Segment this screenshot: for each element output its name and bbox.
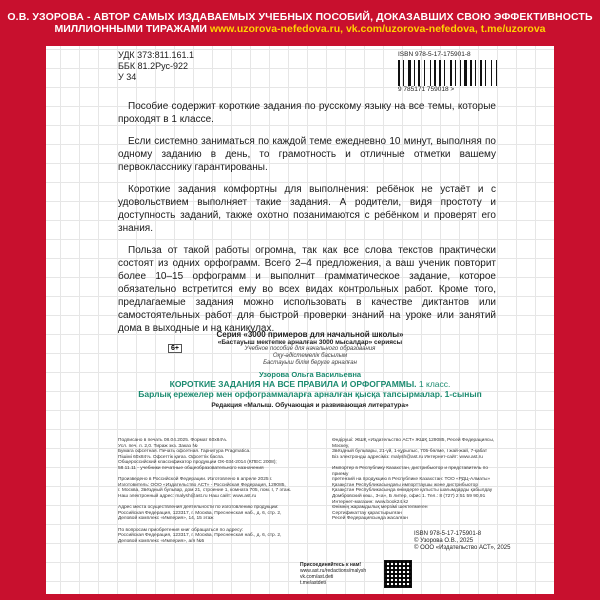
paragraph-4: Польза от такой работы огромна, так как все слова текстов практически состоят из одних орфограмм. Всего 2–4 предложения, а ваш ученик повторит более 10–15 орфограмм и выполнит грамматическое задание, которое обязательно встретится ему во всех видах контрольных работ. Кроме того, предлагаемые задания можно использовать в качестве диктантов или самостоятельных работ для быстрой проверки знаний на уроке или занятий дома в выходные и на каникулах.	[118, 245, 496, 334]
fine-print-line: Импортер в Республику Казахстан, дистрибьютор и представитель по приему	[332, 465, 489, 477]
social-links	[300, 562, 380, 586]
banner-line-2-prefix: МИЛЛИОННЫМИ ТИРАЖАМИ	[54, 23, 207, 35]
fine-print-line: Изготовитель: ООО «Издательство АСТ» - Российская Федерация, 129085,	[118, 482, 286, 488]
barcode-number: 9 785171 759018 >	[398, 86, 455, 93]
barcode-bar	[480, 60, 482, 86]
top-banner	[0, 0, 600, 46]
barcode-bar	[418, 60, 420, 86]
barcode-bar	[424, 60, 425, 86]
book-title-grade: 1 класс.	[418, 379, 451, 389]
book-title	[118, 379, 502, 389]
barcode-bar	[398, 60, 400, 86]
barcode-bar	[485, 60, 486, 86]
description-text	[118, 100, 496, 344]
author-code: У 34	[118, 72, 137, 82]
copyright-publisher: © ООО «Издательство АСТ», 2025	[414, 545, 511, 551]
fine-print-line: претензий на продукцию в Республике Казахстан: ТОО «РДЦ-Алматы»	[332, 477, 491, 483]
paragraph-3: Короткие задания комфортны для выполнения: ребёнок не устаёт и с удовольствием выполняет такие задания. А родители, видя простоту и доступность заданий, также охотно позанимаются с ребёнком и проверят его знания.	[118, 184, 496, 234]
bbk-code: ББК 81.2Рус-922	[118, 61, 188, 71]
link-vk[interactable]: vk.com/ast.deti	[300, 574, 334, 580]
series-title-kz: «Бастауыш мектепке арналған 3000 мысалдар» сериясы	[217, 339, 403, 346]
barcode-bar	[450, 60, 452, 86]
left-border	[0, 46, 46, 600]
fine-print-line: Российская Федерация, 123317, г. Москва, Пресненская наб., д. 6, стр. 2,	[118, 533, 282, 539]
right-border	[554, 46, 600, 600]
qr-code-icon[interactable]	[384, 560, 412, 588]
author-name: Узорова Ольга Васильевна	[258, 370, 362, 379]
book-title-main: КОРОТКИЕ ЗАДАНИЯ НА ВСЕ ПРАВИЛА И ОРФОГРАММЫ.	[169, 379, 417, 389]
barcode-bar	[444, 60, 445, 86]
fine-print-line: Интернет-магазин: www.book24.kz	[332, 499, 409, 505]
fine-print-line: Қазақстан Республикасында өнімдерге қатысты шағымдарды қабылдау	[332, 488, 493, 494]
isbn-copyright	[414, 531, 510, 552]
barcode-bar	[460, 60, 461, 86]
fine-print-left	[118, 438, 298, 544]
purpose: Учебное пособие для начального образования	[244, 346, 376, 352]
redaction: Редакция «Малыш. Обучающая и развивающая литература»	[211, 402, 409, 409]
fine-print-line: 58.11.11 - учебники печатные общеобразовательного назначения	[118, 465, 264, 471]
age-rating: 6+	[168, 344, 182, 353]
barcode	[398, 60, 500, 86]
link-site[interactable]: www.ast.ru/redactions/malysh	[300, 568, 367, 574]
fine-print-line: Біз электронды адресіміз: malysh@ast.ru Интернет-сайт: www.ast.ru	[332, 454, 483, 460]
link-tg[interactable]: t.me/astdeti	[300, 580, 326, 586]
fine-print-line: Өндіруші: ЖШҚ «Издательство АСТ» ЖШҚ 129085, Ресей Федерациясы, Мәскеу,	[332, 438, 495, 449]
fine-print-line: Қазақстан Республикасындағы импорттаушы және дистрибьютор	[332, 482, 478, 488]
fine-print-right	[332, 438, 502, 522]
fine-print-line: г. Москва, Звёздный бульвар, дом 21, строение 1, комната 705, пом. I, 7 этаж.	[118, 488, 292, 494]
fine-print-line: Адрес места осуществления деятельности по изготовлению продукции:	[118, 505, 279, 511]
fine-print-line: Пішімі 60х84⅛. Офсеттік қағаз. Офсеттік баспа.	[118, 454, 225, 460]
barcode-bar	[496, 60, 497, 86]
fine-print-line: Өнімнің жарамдылық мерзімі шектелмеген	[332, 505, 428, 511]
barcode-bar	[430, 60, 431, 86]
fine-print-line: Деловой комплекс «Империя», 14, 15 этаж	[118, 516, 214, 522]
fine-print-line: По вопросам приобретения книг обращаться по адресу:	[118, 527, 244, 533]
udk-code: УДК 373:811.161.1	[118, 50, 195, 60]
fine-print-line: Ресей Федерациясында жасалған	[332, 516, 408, 522]
paragraph-2: Если системно заниматься по каждой теме ежедневно 10 минут, выполняя по одному заданию в день, то грамотность и отличные отметки вашему первокласснику гарантированы.	[118, 136, 496, 173]
fine-print-line: Сертификаттау қарастырылған	[332, 510, 402, 516]
barcode-bar	[475, 60, 476, 86]
bottom-border	[46, 594, 554, 600]
links-header: Присоединяйтесь к нам!	[300, 562, 362, 568]
fine-print-line: Подписано в печать 08.04.2025. Формат 60х84⅛.	[118, 438, 228, 443]
barcode-bar	[403, 60, 404, 86]
book-title-kz: Барлық ережелер мен орфограммаларға арналған қысқа тапсырмалар. 1-сынып	[138, 389, 482, 399]
banner-line-2	[0, 23, 600, 35]
barcode-bar	[434, 60, 436, 86]
copyright-author: © Узорова О.В., 2025	[414, 538, 474, 544]
barcode-bar	[455, 60, 456, 86]
barcode-bar	[464, 60, 467, 86]
fine-print-line: Звёздный бульвары, 21-үй, 1-құрылыс, 705-бөлме, I жай-жай, 7-қабат	[332, 449, 488, 455]
purpose-kz-1: Оқу-әдістемелік басылым	[272, 353, 348, 359]
paragraph-1: Пособие содержит короткие задания по русскому языку на все темы, которые проходят в 1 классе.	[118, 101, 496, 125]
fine-print-line: Общероссийский классификатор продукции ОК-034-2014 (КПЕС 2008);	[118, 460, 277, 466]
imprint-block	[118, 328, 502, 409]
barcode-bar	[414, 60, 415, 86]
barcode-bar	[491, 60, 492, 86]
isbn-bottom: ISBN 978-5-17-175901-8	[414, 531, 482, 537]
banner-line-1: О.В. УЗОРОВА - АВТОР САМЫХ ИЗДАВАЕМЫХ УЧЕБНЫХ ПОСОБИЙ, ДОКАЗАВШИХ СВОЮ ЭФФЕКТИВНОСТЬ	[7, 11, 593, 23]
fine-print-line: Наш электронный адрес: malysh@ast.ru Наш сайт: www.ast.ru	[118, 493, 257, 499]
barcode-bar	[439, 60, 441, 86]
barcode-bar	[408, 60, 411, 86]
fine-print-line: Усл. печ. л. 2,0. Тираж экз. Заказ №	[118, 443, 198, 449]
series-title: Серия «3000 примеров для начальной школы»	[216, 330, 404, 339]
isbn-top: ISBN 978-5-17-175901-8	[398, 51, 471, 58]
fine-print-line: Деловой комплекс «Империя», а/я №5	[118, 538, 205, 544]
fine-print-line: Бумага офсетная. Печать офсетная. Гарнитура Pragmatica.	[118, 449, 251, 455]
fine-print-line: Российская Федерация, 123317, г. Москва, Пресненская наб., д. 6, стр. 2,	[118, 510, 282, 516]
barcode-bar	[470, 60, 472, 86]
fine-print-line: Домбровский көш., 3«а», Б литер, офис 1. Тел.: 8 (727) 2 51 59 90,91	[332, 493, 486, 499]
purpose-kz-2: Бастауыш білім беруге арналған	[263, 360, 357, 366]
fine-print-line: Произведено в Российской Федерации. Изготовлено в апреле 2025 г.	[118, 477, 273, 483]
banner-url[interactable]: www.uzorova-nefedova.ru, vk.com/uzorova-nefedova, t.me/uzorova	[209, 23, 546, 35]
catalog-codes	[118, 50, 194, 83]
